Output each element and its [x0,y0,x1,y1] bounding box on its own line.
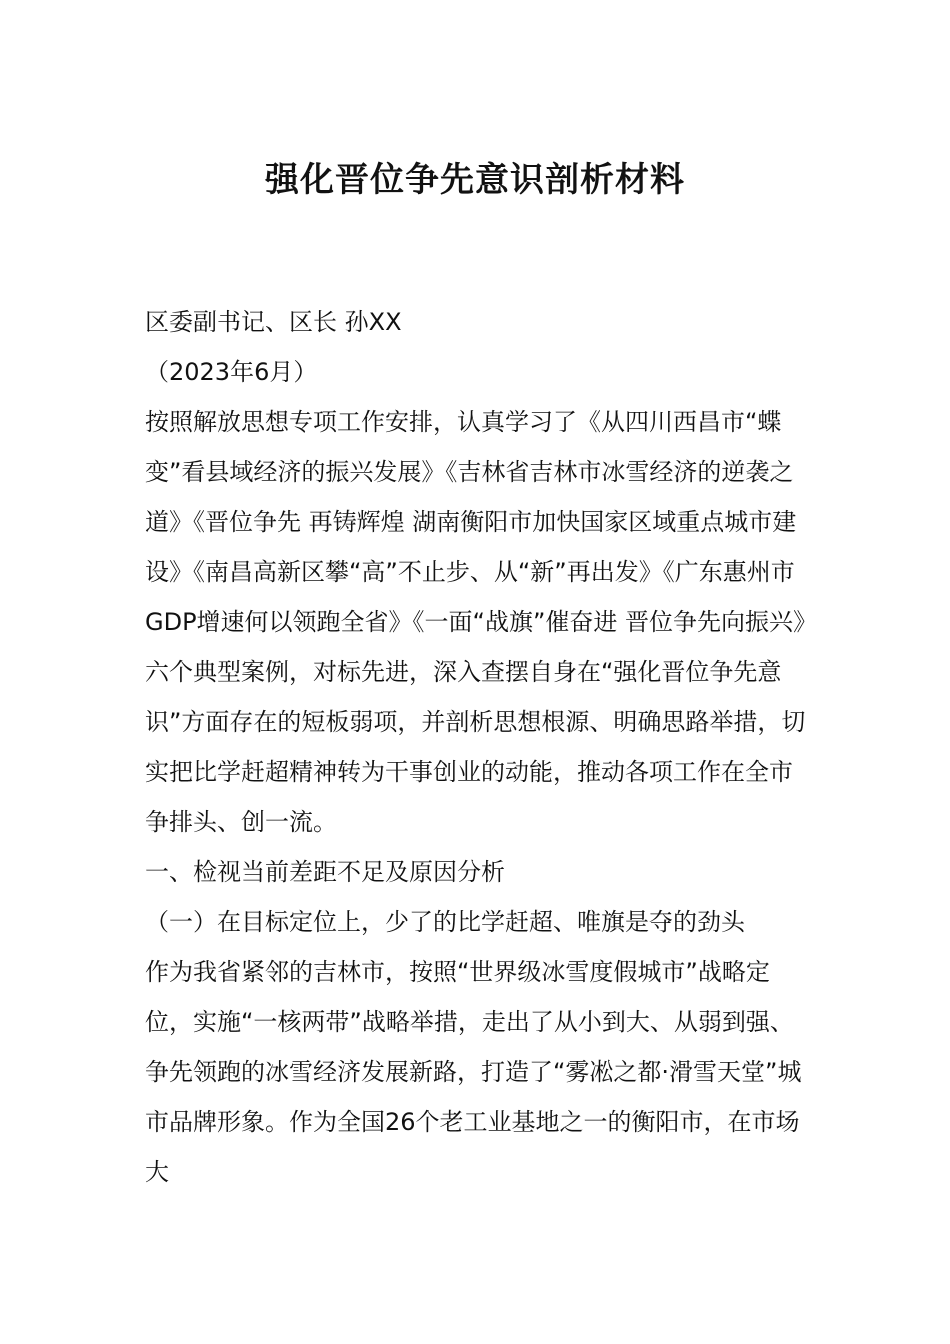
subsection-paragraph: 作为我省紧邻的吉林市，按照“世界级冰雪度假城市”战略定位，实施“一核两带”战略举措，走出了从小到大、从弱到强、争先领跑的冰雪经济发展新路，打造了“雾凇之都·滑雪天堂”城市品牌形象。作为全国26个老工业基地之一的衡阳市，在市场大 [145,958,802,1186]
section-heading: 一、检视当前差距不足及原因分析 [145,858,505,886]
subsection-heading: （一）在目标定位上，少了的比学赶超、唯旗是夺的劲头 [145,908,745,936]
date-line: （2023年6月） [145,358,318,386]
document-body [145,297,810,1197]
document-title: 强化晋位争先意识剖析材料 [265,160,685,200]
intro-paragraph: 按照解放思想专项工作安排，认真学习了《从四川西昌市“蝶变”看县域经济的振兴发展》《吉林省吉林市冰雪经济的逆袭之道》《晋位争先 再铸辉煌 湖南衡阳市加快国家区域重点城市建设》《南昌高新区攀“高”不止步、从“新”再出发》《广东惠州市GDP增速何以领跑全省》《一面“战旗”催奋进 晋位争先向振兴》六个典型案例，对标先进，深入查摆自身在“强化晋位争先意识”方面存在的短板弱项，并剖析思想根源、明确思路举措，切实把比学赶超精神转为干事创业的动能，推动各项工作在全市争排头、创一流。 [145,408,806,836]
author-line: 区委副书记、区长 孙XX [145,308,402,336]
